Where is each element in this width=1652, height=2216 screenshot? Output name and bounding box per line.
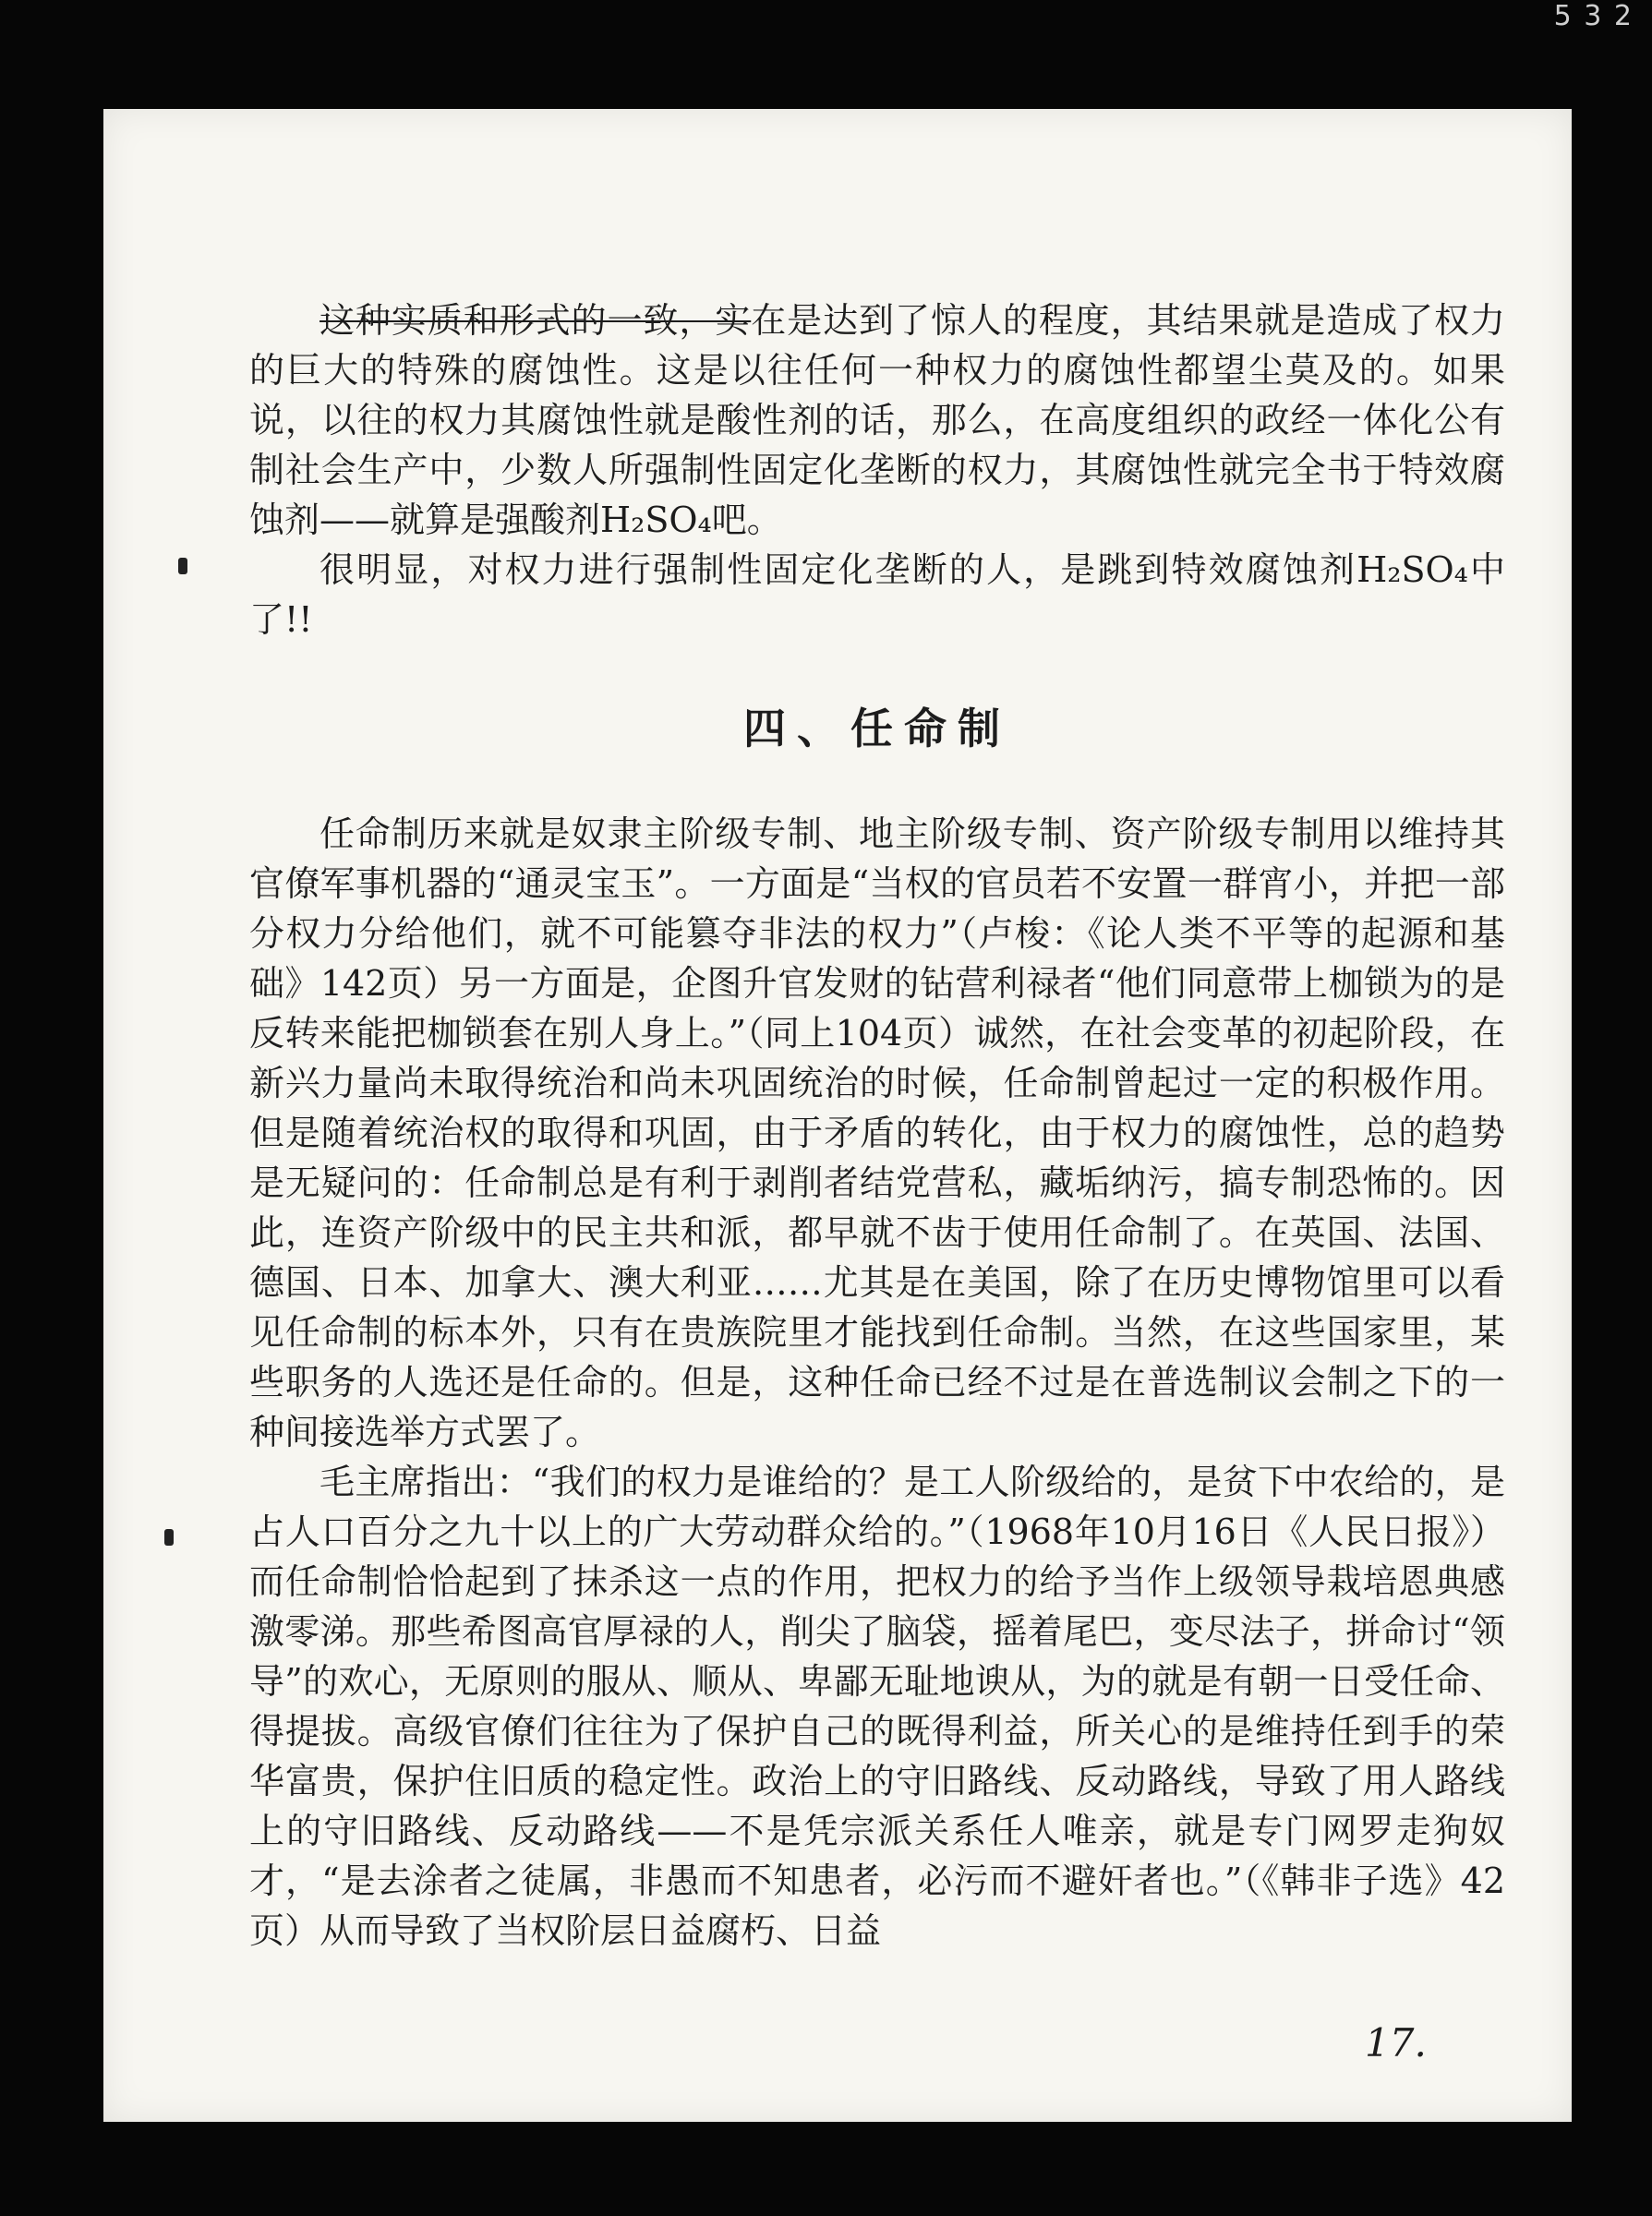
paragraph-3: 任命制历来就是奴隶主阶级专制、地主阶级专制、资产阶级专制用以维持其官僚军事机器的“通灵宝玉”。一方面是“当权的官员若不安置一群宵小，并把一部分权力分给他们，就不可能篡夺非法的权力”（卢梭：《论人类不平等的起源和基础》142页）另一方面是，企图升官发财的钻营利禄者“他们同意带上枷锁为的是反转来能把枷锁套在别人身上。”（同上104页）诚然，在社会变革的初起阶段，在新兴力量尚未取得统治和尚未巩固统治的时候，任命制曾起过一定的积极作用。但是随着统治权的取得和巩固，由于矛盾的转化，由于权力的腐蚀性，总的趋势是无疑问的：任命制总是有利于剥削者结党营私，藏垢纳污，搞专制恐怖的。因此，连资产阶级中的民主共和派，都早就不齿于使用任命制了。在英国、法国、德国、日本、加拿大、澳大利亚……尤其是在美国，除了在历史博物馆里可以看见任命制的标本外，只有在贵族院里才能找到任命制。当然，在这些国家里，某些职务的人选还是任命的。但是，这种任命已经不过是在普选制议会制之下的一种间接选举方式罢了。 <box>249 813 1505 1452</box>
paragraph-text: 在是达到了惊人的程度，其结果就是造成了权力的巨大的特殊的腐蚀性。这是以往任何一种权力的腐蚀性都望尘莫及的。如果说，以往的权力其腐蚀性就是酸性剂的话，那么，在高度组织的政经一体化公有制社会生产中，少数人所强制性固定化垄断的权力，其腐蚀性就完全书于特效腐蚀剂——就算是强酸剂H₂SO₄吧。 <box>249 300 1505 540</box>
page-content <box>249 295 1505 1956</box>
binding-hole-mark <box>164 1529 174 1546</box>
section-title: 四、任命制 <box>743 704 1011 753</box>
paragraph-4: 毛主席指出：“我们的权力是谁给的？是工人阶级给的，是贫下中农给的，是占人口百分之九十以上的广大劳动群众给的。”（1968年10月16日《人民日报》）而任命制恰恰起到了抹杀这一点的作用，把权力的给予当作上级领导栽培恩典感激零涕。那些希图高官厚禄的人，削尖了脑袋，摇着尾巴，变尽法子，拼命讨“领导”的欢心，无原则的服从、顺从、卑鄙无耻地谀从，为的就是有朝一日受任命、得提拔。高级官僚们往往为了保护自己的既得利益，所关心的是维持任到手的荣华富贵，保护住旧质的稳定性。政治上的守旧路线、反动路线，导致了用人路线上的守旧路线、反动路线——不是凭宗派关系任人唯亲，就是专门网罗走狗奴才，“是去涂者之徒属，非愚而不知患者，必污而不避奸者也。”（《韩非子选》42页）从而导致了当权阶层日益腐朽、日益 <box>249 1462 1505 1951</box>
paragraph-2 <box>249 545 1505 644</box>
corner-mark: 5 3 2 <box>1553 0 1634 32</box>
binding-hole-mark <box>178 558 187 574</box>
page-number: 17. <box>1365 2020 1427 2065</box>
paragraph-1 <box>249 295 1505 545</box>
struck-text: 这种实质和形式的一致，实 <box>320 300 752 341</box>
paragraph-text: 很明显，对权力进行强制性固定化垄断的人，是跳到特效腐蚀剂H₂SO₄中了!! <box>249 549 1505 640</box>
